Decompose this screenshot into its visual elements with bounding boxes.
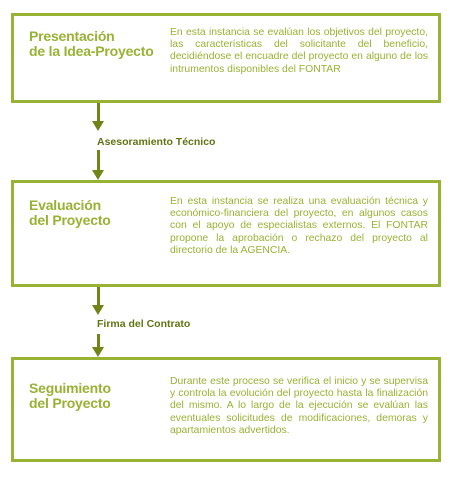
stage-title (29, 29, 164, 59)
stage-title-line: Evaluación (29, 197, 101, 213)
down-arrow-icon (92, 347, 104, 357)
stage-title-line: del Proyecto (29, 395, 111, 411)
transition-label-asesoramiento: Asesoramiento Técnico (97, 136, 216, 148)
stage-title (29, 381, 164, 411)
stage-title-line: Presentación (29, 28, 115, 44)
down-arrow-icon (92, 305, 104, 315)
connector-line (97, 287, 100, 307)
stage-title-line: Seguimiento (29, 380, 111, 396)
transition-label-firma: Firma del Contrato (97, 318, 191, 330)
stage-box-evaluacion (11, 180, 441, 287)
connector-line (97, 150, 100, 172)
down-arrow-icon (92, 121, 104, 131)
stage-box-seguimiento (11, 357, 441, 462)
stage-description: En esta instancia se realiza una evaluación técnica y económico-financiera del proyecto, en algunos casos con el apoyo de especialistas externos. El FONTAR propone la aprobación o rechazo del proyecto al directorio de la AGENCIA. (170, 196, 428, 256)
stage-description: En esta instancia se evalúan los objetivos del proyecto, las características del solicitante del beneficio, decidiéndose el encuadre del proyecto en alguno de los intrumentos disponibles del FONTAR (170, 27, 428, 75)
stage-description: Durante este proceso se verifica el inicio y se supervisa y controla la evolución del proyecto hasta la finalización del mismo. A lo largo de la ejecución se evalúan las eventuales solicitudes de modificaciones, demoras y apartamientos advertidos. (170, 376, 428, 436)
stage-box-presentacion (11, 13, 441, 103)
stage-title-line: del Proyecto (29, 212, 111, 228)
stage-title (29, 198, 164, 228)
down-arrow-icon (92, 170, 104, 180)
connector-line (97, 103, 100, 123)
stage-title-line: de la Idea-Proyecto (29, 43, 154, 59)
